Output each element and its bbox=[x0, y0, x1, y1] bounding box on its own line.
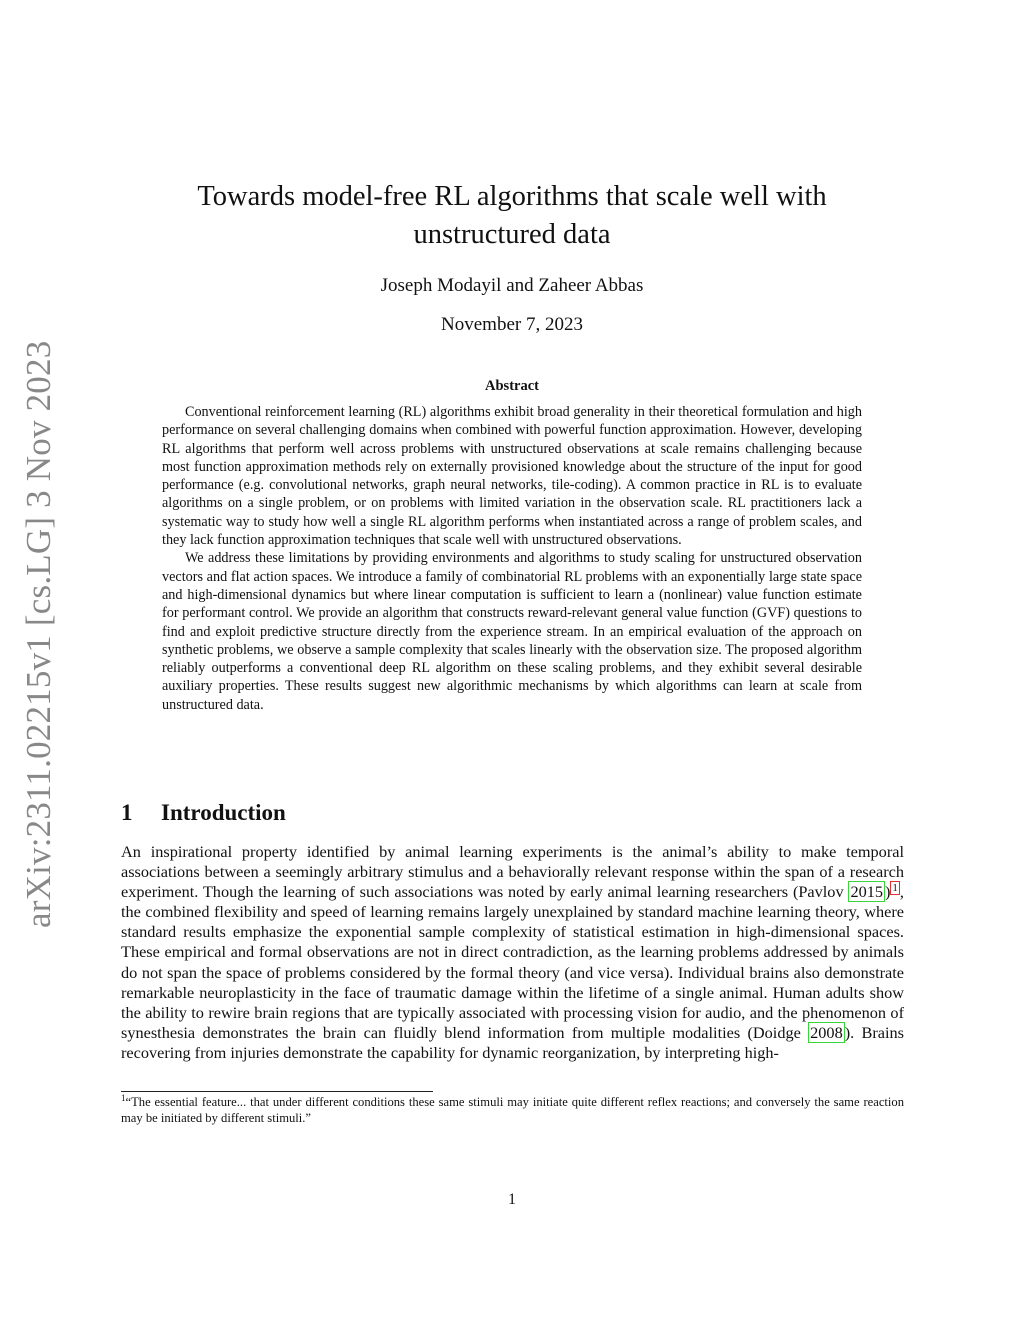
footnote-text: “The essential feature... that under different conditions these same stimuli may initiate quite different reflex reactions; and conversely the same reaction may be initiated by different stimuli.” bbox=[121, 1095, 904, 1125]
intro-text-part1: An inspirational property identified by animal learning experiments is the animal’s ability to make temporal associations between a seemingly arbitrary stimulus and a behaviorally relevant response within the span of a research experiment. Though the learning of such associations was noted by early animal learning researchers (Pavlov bbox=[121, 842, 904, 902]
footnote-1 bbox=[121, 1092, 904, 1126]
citation-link-doidge[interactable]: 2008 bbox=[810, 1022, 843, 1042]
page-number: 1 bbox=[508, 1191, 516, 1208]
section-heading-introduction bbox=[121, 798, 621, 828]
abstract-paragraph-1: Conventional reinforcement learning (RL) algorithms exhibit broad generality in their theoretical formulation and high performance on several challenging domains when combined with powerful function approximation. However, developing RL algorithms that perform well across problems with unstructured observations at scale remains challenging because most function approximation methods rely on externally provisioned knowledge about the structure of the input for good performance (e.g. convolutional networks, graph neural networks, tile-coding). A common practice in RL is to evaluate algorithms on a single problem, or on problems with limited variation in the observation scale. RL practitioners lack a systematic way to study how well a single RL algorithm performs when instantiated across a range of problem scales, and they lack function approximation techniques that scale well with unstructured observations. bbox=[162, 404, 862, 549]
arxiv-identifier[interactable]: arXiv:2311.02215v1 [cs.LG] 3 Nov 2023 bbox=[19, 340, 58, 928]
footnote-divider bbox=[121, 1091, 433, 1092]
introduction-body bbox=[121, 842, 904, 1063]
section-title: Introduction bbox=[161, 800, 286, 825]
section-number: 1 bbox=[121, 800, 133, 825]
footnote-link-1[interactable]: 1 bbox=[892, 881, 898, 894]
intro-text-part3: , the combined flexibility and speed of learning remains largely unexplained by standard machine learning theory, where standard results emphasize the exponential sample complexity of statistical estimation in high-dimensional spaces. These empirical and formal observations are not in direct contradiction, as the learning problems addressed by animals do not span the space of problems considered by the formal theory (and vice versa). Individual brains also demonstrate remarkable neuroplasticity in the face of traumatic damage within the lifetime of a single animal. Human adults show the ability to rewire brain regions that are typically associated with processing vision for audio, and the phenomenon of synesthesia demonstrates the brain can fluidly blend information from multiple modalities (Doidge bbox=[121, 882, 904, 1042]
intro-text-part4: ). Brains recovering from injuries demonstrate the capability for dynamic reorganization, by interpreting high- bbox=[121, 1022, 905, 1062]
introduction-paragraph bbox=[121, 842, 904, 1063]
abstract-body bbox=[162, 403, 862, 714]
paper-title: Towards model-free RL algorithms that scale well with unstructured data bbox=[197, 181, 827, 250]
abstract-paragraph-2: We address these limitations by providing environments and algorithms to study scaling for unstructured observation vectors and flat action spaces. We introduce a family of combinatorial RL problems with an exponentially large state space and high-dimensional dynamics but where linear computation is sufficient to learn a (nonlinear) value function estimate for performant control. We provide an algorithm that constructs reward-relevant general value function (GVF) questions to find and exploit predictive structure directly from the experience stream. In an empirical evaluation of the approach on synthetic problems, we observe a sample complexity that scales linearly with the observation size. The proposed algorithm reliably outperforms a conventional deep RL algorithm on these scaling problems, and they exhibit several desirable auxiliary properties. These results suggest new algorithmic mechanisms by which algorithms can learn at scale from unstructured data. bbox=[162, 550, 862, 713]
paper-date: November 7, 2023 bbox=[441, 314, 583, 335]
citation-link-pavlov[interactable]: 2015 bbox=[850, 882, 883, 902]
paper-authors: Joseph Modayil and Zaheer Abbas bbox=[380, 275, 644, 296]
abstract-heading: Abstract bbox=[485, 378, 539, 394]
footnote-marker: 1 bbox=[121, 1092, 126, 1103]
intro-text-part2: ) bbox=[885, 882, 891, 902]
